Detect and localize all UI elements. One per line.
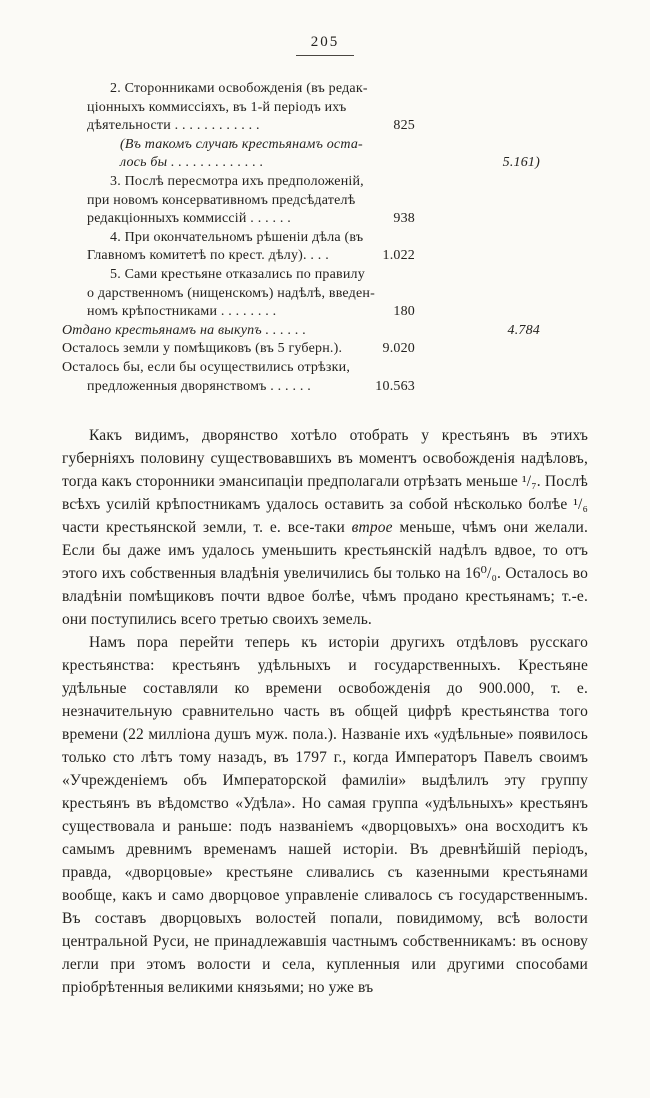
table-value-col1: 9.020	[382, 341, 415, 357]
table-value-col2: 4.784	[507, 322, 540, 338]
table-line	[62, 247, 588, 266]
table-line	[62, 378, 588, 397]
table-line	[62, 266, 588, 285]
table-line-text: 5. Сами крестьяне отказались по правилу	[110, 266, 365, 282]
table-line-text: дѣятельности . . . . . . . . . . . .	[87, 118, 260, 134]
table-line-text: (Въ такомъ случаѣ крестьянамъ оста-	[120, 136, 363, 152]
table-line	[62, 117, 588, 136]
table-line-text: лось бы . . . . . . . . . . . . .	[120, 155, 264, 171]
paragraph-1-text-b: меньше, чѣмъ они желали. Если бы даже имъ удалось уменьшить крестьянскій надѣлъ вдвое, то отъ этого ихъ собственныя владѣнія увеличились бы только на 16⁰/₀. Осталось во владѣніи помѣщиковъ почти вдвое болѣе, чѣмъ продано крестьянамъ; т.-е. они поступились всего третью своихъ земель.	[62, 519, 588, 629]
table-line	[62, 210, 588, 229]
table-value-col1: 938	[393, 211, 415, 227]
table-line-text: редакціонныхъ коммиссій . . . . . .	[87, 211, 291, 227]
table-line	[62, 99, 588, 118]
table-line	[62, 154, 588, 173]
table-line	[62, 359, 588, 378]
table-line-text: номъ крѣпостниками . . . . . . . .	[87, 304, 277, 320]
table-line-text: 4. При окончательномъ рѣшеніи дѣла (въ	[110, 229, 364, 245]
table-line	[62, 229, 588, 248]
allotment-statistics-table	[62, 80, 588, 396]
table-line	[62, 192, 588, 211]
paragraph-1-italic-word: втрое	[351, 519, 393, 537]
paragraph-1-text-a: Какъ видимъ, дворянство хотѣло отобрать у крестьянъ въ этихъ губерніяхъ половину существовавшихъ въ моментъ освобожденія надѣловъ, тогда какъ сторонники эмансипаціи предполагали отрѣзать меньше ¹/₇. Послѣ всѣхъ усилій крѣпостникамъ удалось оставить за собой нѣсколько болѣе ¹/₆ части крестьянской земли, т. е. все-таки	[62, 427, 588, 537]
paragraph-2-text: Намъ пора перейти теперь къ исторіи другихъ отдѣловъ русскаго крестьянства: крестьянъ удѣльныхъ и государственныхъ. Крестьяне удѣльные составляли ко времени освобожденія до 900.000, т. е. незначительную сравнительно часть въ общей цифрѣ крестьянства того времени (22 милліона душъ муж. пола.). Названіе ихъ «удѣльные» появилось только сто лѣтъ тому назадъ, въ 1797 г., когда Императоръ Павелъ своимъ «Учрежденіемъ объ Императорской фамиліи» выдѣлилъ эту группу крестьянъ въ вѣдомство «Удѣла». Но самая группа «удѣльныхъ» крестьянъ существовала и раньше: подъ названіемъ «дворцовыхъ» она восходитъ къ самымъ древнимъ временамъ нашей исторіи. Въ древнѣйшій періодъ, правда, «дворцовые» крестьяне сливались съ казенными крестьянами вообще, какъ и само дворцовое управленіе сливалось съ государственнымъ. Въ составъ дворцовыхъ волостей попали, повидимому, всѣ волости центральной Руси, не принадлежавшія частнымъ собственникамъ: въ основу легли при этомъ волости и села, купленныя или другими способами пріобрѣтенныя великими князьями; но уже въ	[62, 634, 588, 997]
header-rule	[296, 55, 354, 56]
table-line	[62, 322, 588, 341]
table-value-col1: 180	[393, 304, 415, 320]
paragraph-2	[62, 631, 588, 999]
table-line	[62, 173, 588, 192]
table-line-text: Отдано крестьянамъ на выкупъ . . . . . .	[62, 322, 307, 338]
table-line-text: о дарственномъ (нищенскомъ) надѣлѣ, введен-	[87, 285, 375, 301]
table-line-text: Осталось земли у помѣщиковъ (въ 5 губерн.).	[62, 341, 343, 357]
table-line	[62, 136, 588, 155]
page-number: 205	[310, 34, 340, 50]
table-line-text: ціонныхъ коммиссіяхъ, въ 1-й періодъ ихъ	[87, 99, 347, 115]
table-line	[62, 80, 588, 99]
table-value-col2: 5.161)	[502, 155, 540, 171]
table-line	[62, 285, 588, 304]
page-header	[62, 0, 588, 56]
table-line	[62, 303, 588, 322]
table-value-col1: 10.563	[375, 378, 415, 394]
table-line-text: Главномъ комитетѣ по крест. дѣлу). . . .	[87, 248, 329, 264]
table-line	[62, 340, 588, 359]
paragraph-1	[62, 424, 588, 631]
table-value-col1: 825	[393, 118, 415, 134]
table-line-text: 3. Послѣ пересмотра ихъ предположеній,	[110, 173, 364, 189]
table-line-text: Осталось бы, если бы осуществились отрѣзки,	[62, 359, 351, 375]
table-line-text: 2. Сторонниками освобожденія (въ редак-	[110, 81, 368, 96]
table-value-col1: 1.022	[382, 248, 415, 264]
body-text	[62, 424, 588, 999]
table-line-text: при новомъ консервативномъ предсѣдателѣ	[87, 192, 356, 208]
table-line-text: предложенныя дворянствомъ . . . . . .	[87, 378, 311, 394]
